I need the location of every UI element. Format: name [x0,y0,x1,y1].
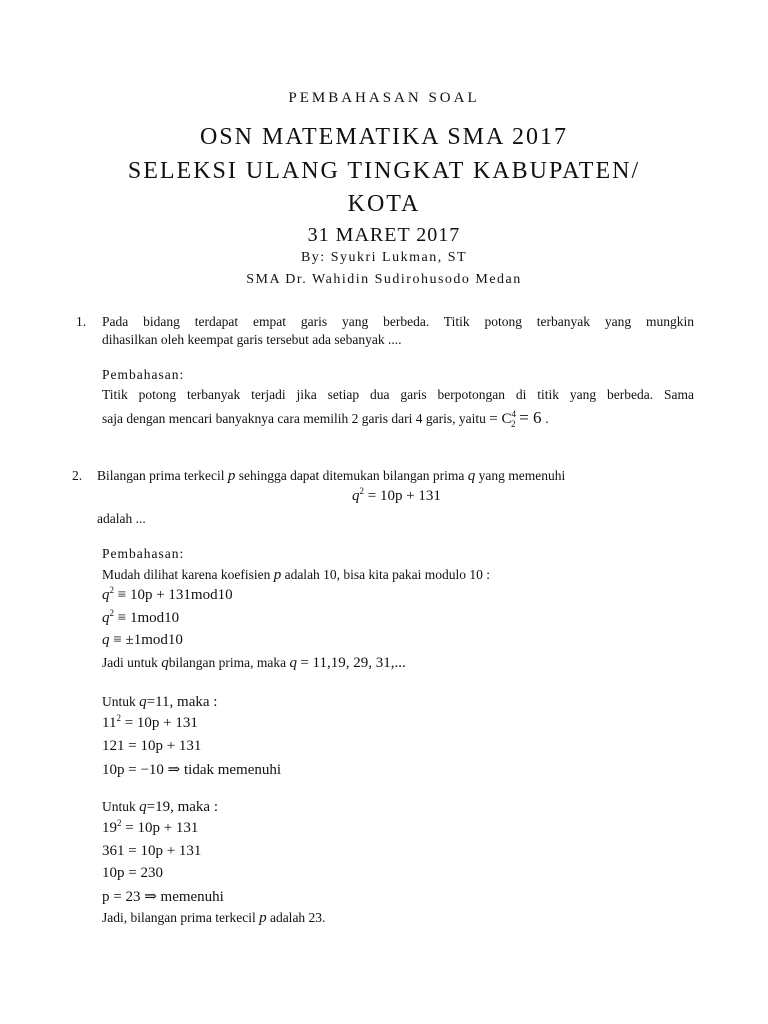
modulo-step-1: $q^2 \equiv 10p + 131mod10$ [102,585,233,603]
problem-2-modulo-intro: Mudah dilihat karena koefisien p adalah 10, bisa kita pakai modulo 10 : [102,567,491,583]
problem-1-solution-line-1: Titik potong terbanyak terjadi jika setiap dua garis berpotongan di titik yang berbeda. Sama [102,387,694,402]
document-title-line-1: OSN MATEMATIKA SMA 2017 [199,124,569,150]
document-title-line-3: KOTA [347,191,421,217]
modulo-step-2: $q^2 \equiv 1mod10$ [102,608,180,626]
problem-2-solution-label: Pembahasan: [102,546,185,561]
author-line: By: Syukri Lukman, ST [300,250,468,265]
case-11-step-3: 10p = −10 ⇒ tidak memenuhi [102,762,282,778]
problem-2-question: Bilangan prima terkecil p sehingga dapat ditemukan bilangan prima q yang memenuhi [97,468,566,484]
problem-2-equation: $q^2 = 10p + 131$ [352,486,441,504]
case-19-step-3: 10p = 230 [102,865,163,881]
problem-2-conclusion: Jadi, bilangan prima terkecil p adalah 23. [102,910,326,926]
case-11-label: Untuk q=11, maka : [102,694,218,710]
document-kicker: PEMBAHASAN SOAL [288,90,480,106]
problem-1-question-line-2: dihasilkan oleh keempat garis tersebut ada sebanyak .... [102,332,402,347]
problem-1-question-line-1: Pada bidang terdapat empat garis yang berbeda. Titik potong terbanyak yang mungkin [102,314,694,329]
candidate-primes-line: Jadi untuk qbilangan prima, maka q = 11,19, 29, 31,... [102,655,406,671]
problem-1-solution-label: Pembahasan: [102,367,185,382]
document-date: 31 MARET 2017 [307,224,461,246]
problem-1-number: 1. [76,314,87,329]
case-11-step-2: 121 = 10p + 131 [102,738,202,754]
case-11-step-1: $11^2 = 10p + 131$ [102,713,198,731]
combination-formula: = $C^4_2 = 6$ [489,408,542,429]
problem-2-number: 2. [72,468,83,483]
problem-2-adalah: adalah ... [97,511,146,526]
case-19-step-4: p = 23 ⇒ memenuhi [102,889,224,905]
case-19-step-2: 361 = 10p + 131 [102,843,202,859]
school-line: SMA Dr. Wahidin Sudirohusodo Medan [246,272,522,287]
document-title-line-2: SELEKSI ULANG TINGKAT KABUPATEN/ [127,158,641,184]
problem-1-solution-line-2: saja dengan mencari banyaknya cara memilih 2 garis dari 4 garis, yaitu = $C^4_2 = 6$ . [102,408,549,429]
modulo-step-3: q ≡ ±1mod10 [102,632,183,648]
case-19-label: Untuk q=19, maka : [102,799,218,815]
case-19-step-1: $19^2 = 10p + 131$ [102,818,199,836]
